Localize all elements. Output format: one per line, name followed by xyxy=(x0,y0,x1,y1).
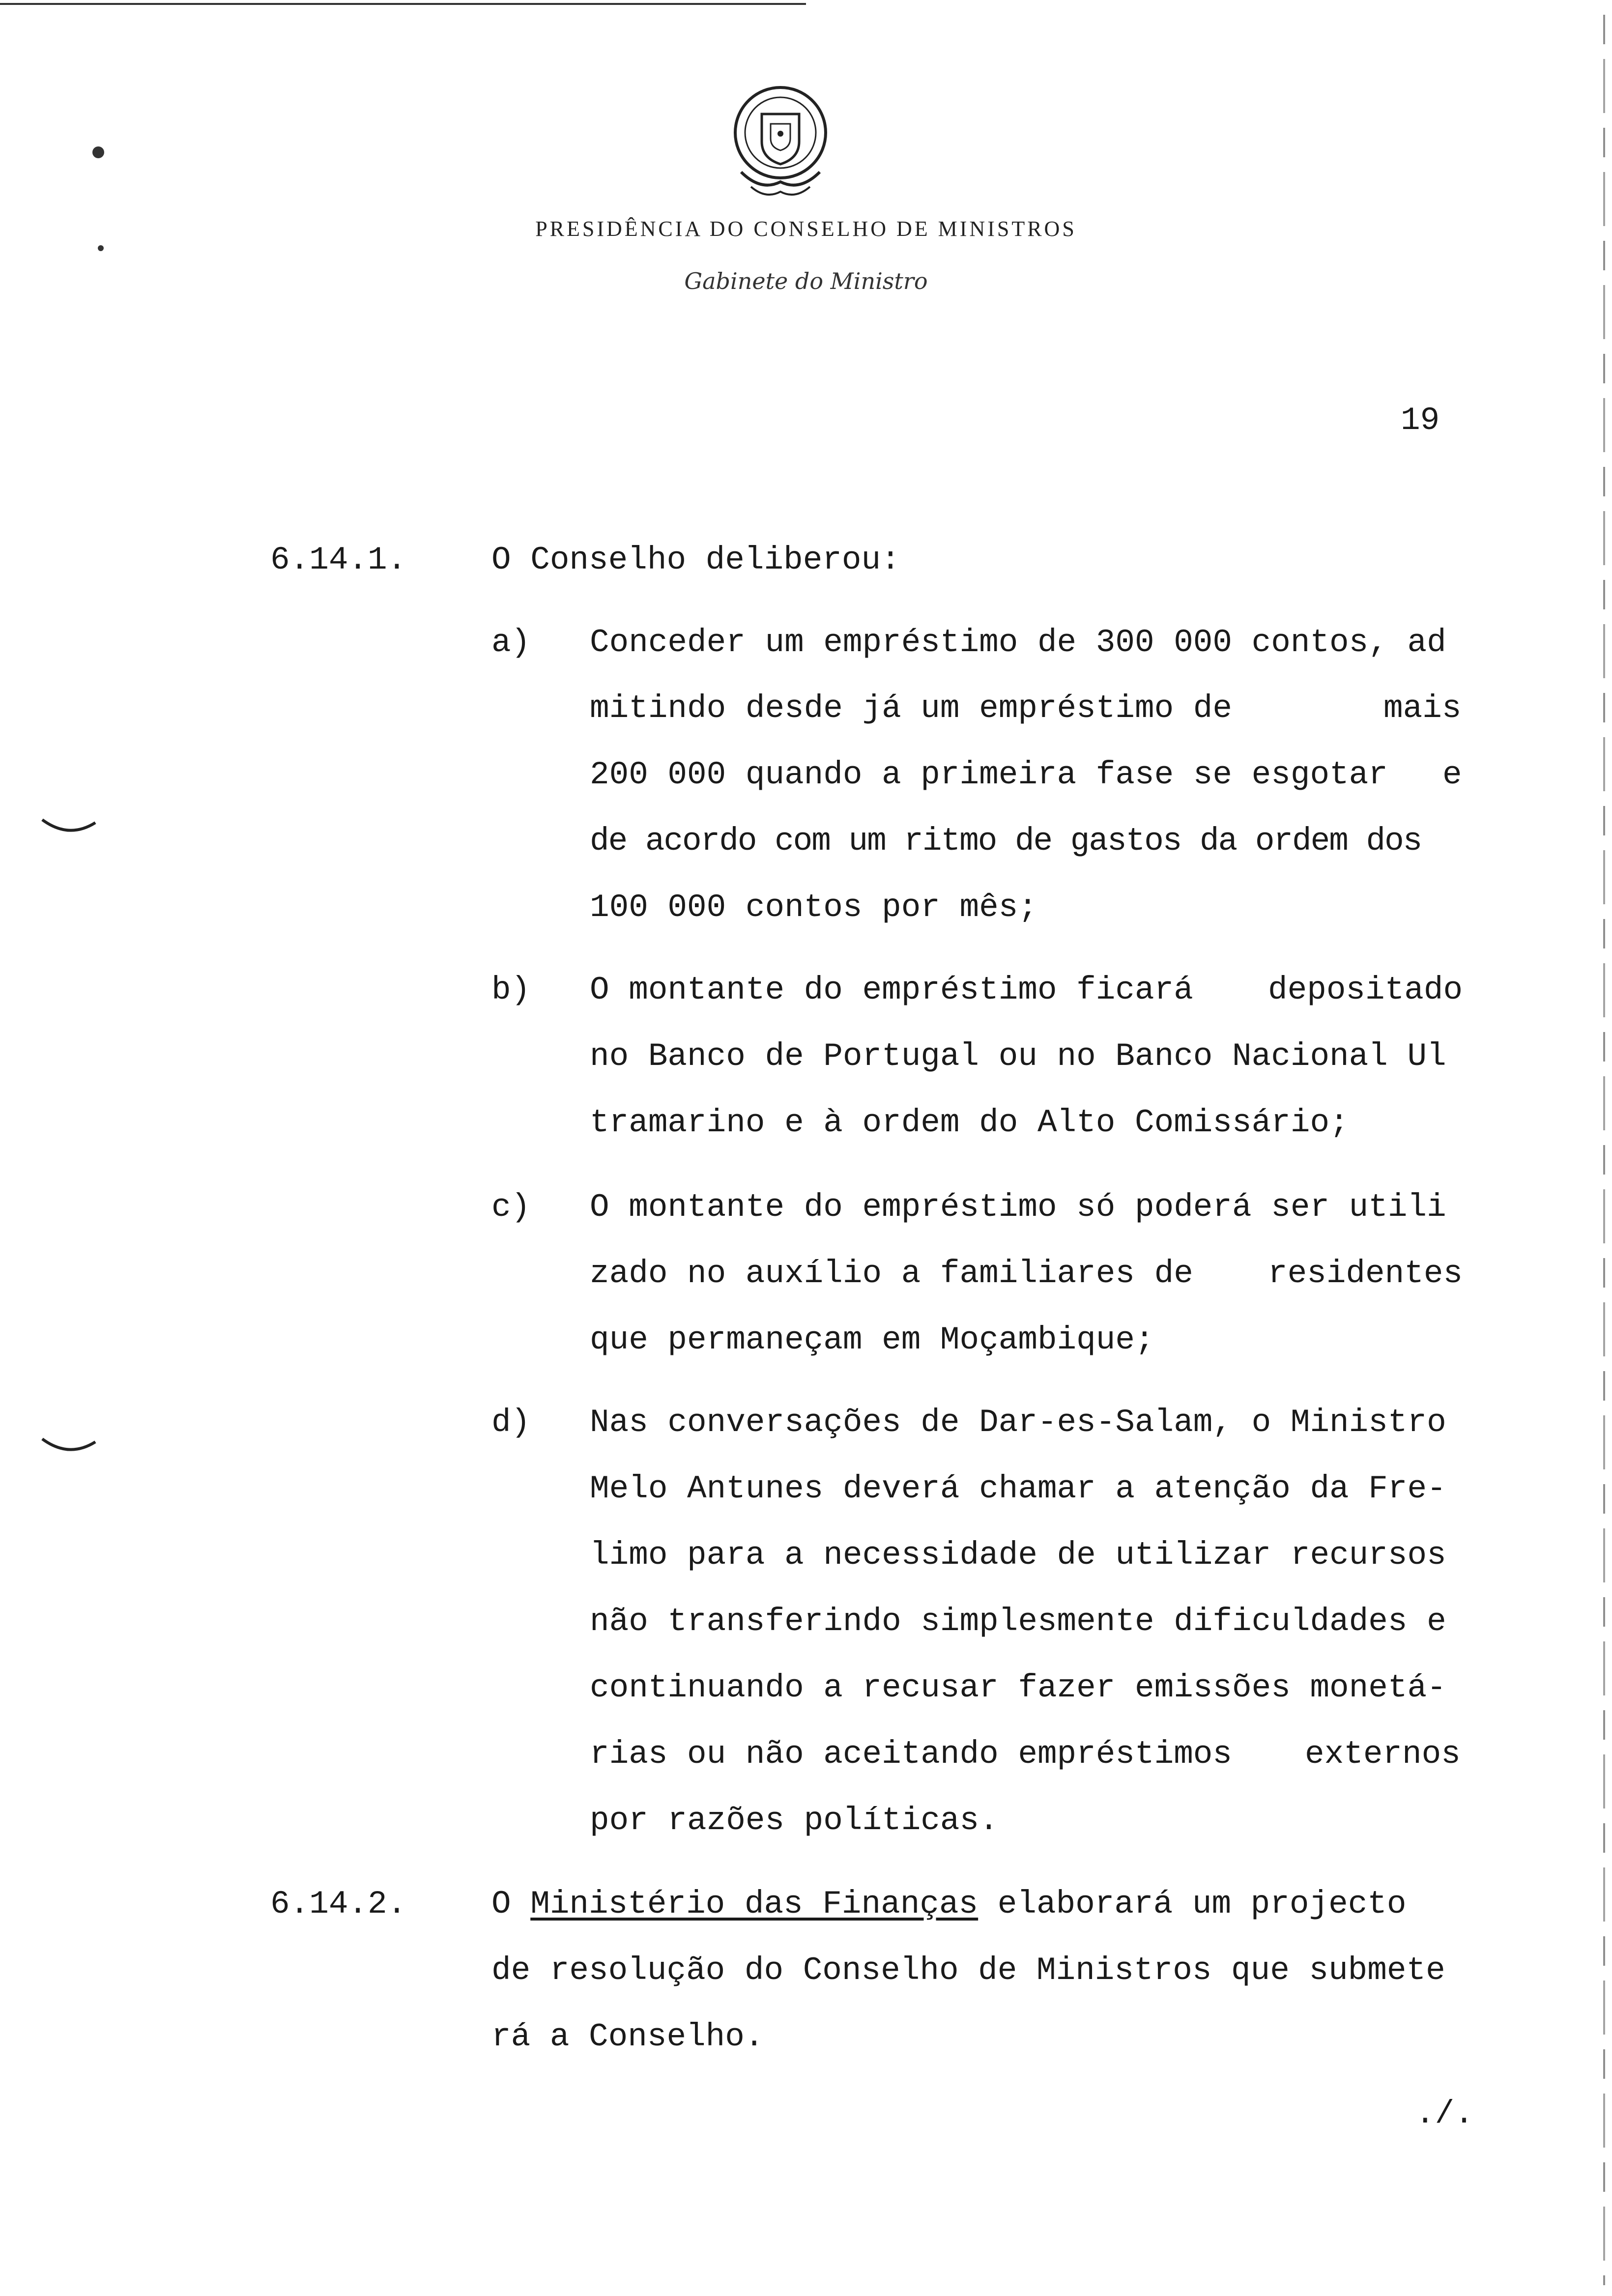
coat-of-arms-icon xyxy=(721,79,839,206)
scan-speck xyxy=(93,241,108,256)
item-word: e xyxy=(1442,756,1462,793)
item-line: mitindo desde já um empréstimo de xyxy=(590,690,1233,727)
item-word: depositado xyxy=(1268,972,1463,1008)
item-line: Melo Antunes deverá chamar a atenção da Fre- xyxy=(590,1470,1446,1507)
item-line: continuando a recusar fazer emissões monetá- xyxy=(590,1669,1446,1706)
item-line: rias ou não aceitando empréstimos xyxy=(590,1736,1233,1773)
continuation-mark: ./. xyxy=(1415,2095,1474,2132)
item-line: zado no auxílio a familiares de xyxy=(590,1255,1193,1292)
section-number: 6.14.1. xyxy=(270,542,407,578)
item-line: de acordo com um ritmo de gastos da ordem dos xyxy=(590,823,1422,860)
item-line: no Banco de Portugal ou no Banco Nacional Ul xyxy=(590,1038,1446,1075)
item-line: Nas conversações de Dar-es-Salam, o Ministro xyxy=(590,1404,1446,1441)
item-line: tramarino e à ordem do Alto Comissário; xyxy=(590,1104,1349,1141)
item-marker: b) xyxy=(491,972,531,1008)
item-line: que permaneçam em Moçambique; xyxy=(590,1321,1154,1358)
section-text xyxy=(491,1885,1407,1924)
scan-edge xyxy=(1603,15,1605,2285)
top-border-rule xyxy=(0,3,806,5)
office-subtitle: Gabinete do Ministro xyxy=(684,268,928,294)
item-line: Conceder um empréstimo de 300 000 contos, ad xyxy=(590,624,1446,661)
section-text-prefix: O xyxy=(491,1886,531,1923)
page-number: 19 xyxy=(1401,402,1440,439)
scan-speck xyxy=(84,138,113,167)
item-line: 200 000 quando a primeira fase se esgotar xyxy=(590,756,1388,793)
punch-hole-mark xyxy=(39,816,98,835)
item-line: 100 000 contos por mês; xyxy=(590,889,1037,926)
item-word: mais xyxy=(1383,690,1462,727)
item-marker: d) xyxy=(491,1404,531,1441)
section-number: 6.14.2. xyxy=(270,1886,407,1923)
item-word: externos xyxy=(1305,1736,1461,1773)
item-line: O montante do empréstimo só poderá ser utili xyxy=(590,1189,1446,1226)
section-text: de resolução do Conselho de Ministros que submete xyxy=(491,1952,1445,1989)
item-line: limo para a necessidade de utilizar recursos xyxy=(590,1537,1446,1574)
item-word: residentes xyxy=(1268,1255,1463,1292)
punch-hole-mark xyxy=(39,1435,98,1455)
organization-heading: PRESIDÊNCIA DO CONSELHO DE MINISTROS xyxy=(535,217,1077,241)
item-line: O montante do empréstimo ficará xyxy=(590,972,1193,1008)
item-marker: c) xyxy=(491,1189,531,1226)
section-intro: O Conselho deliberou: xyxy=(491,542,900,578)
item-marker: a) xyxy=(491,624,531,661)
underlined-ministry: Ministério das Finanças xyxy=(530,1886,979,1923)
item-line: não transferindo simplesmente dificuldades e xyxy=(590,1603,1446,1640)
section-text: rá a Conselho. xyxy=(491,2018,764,2055)
section-text-rest: elaborará um projecto xyxy=(978,1886,1407,1923)
item-line: por razões políticas. xyxy=(590,1802,999,1839)
